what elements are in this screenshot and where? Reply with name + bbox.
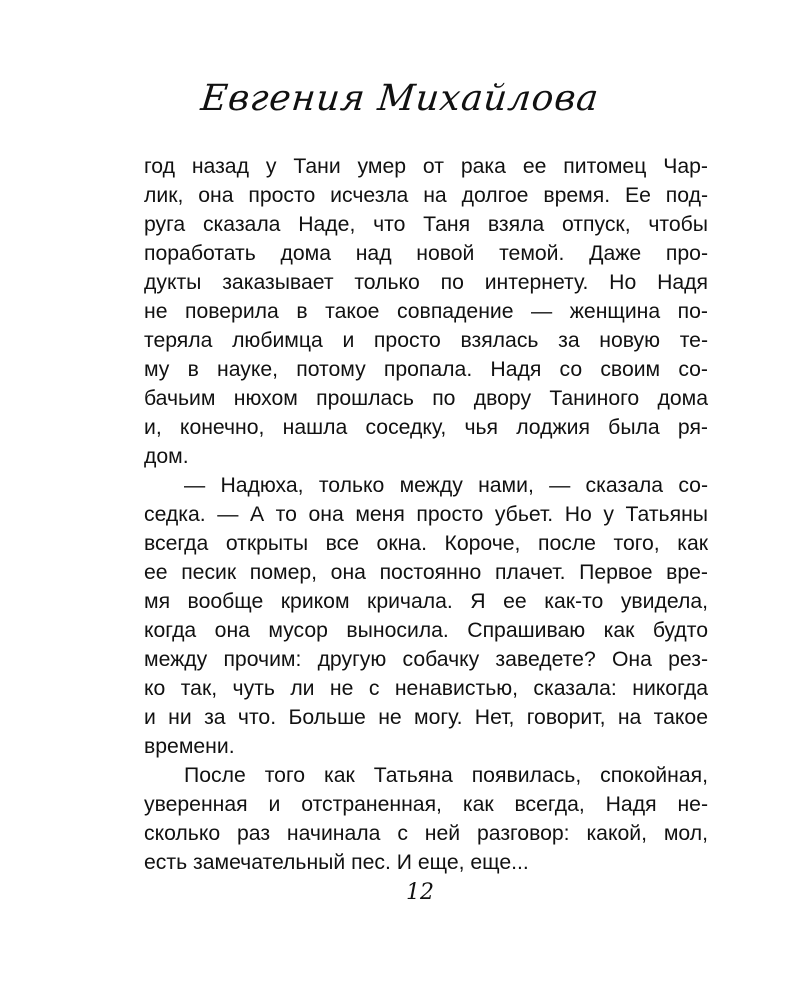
paragraph bbox=[144, 761, 708, 877]
paragraph bbox=[144, 152, 708, 471]
text-line: год назад у Тани умер от рака ее питомец Чар- bbox=[144, 155, 708, 178]
text-line: му в науке, потому пропала. Надя со своим со- bbox=[144, 358, 708, 381]
text-line: между прочим: другую собачку заведете? Она рез- bbox=[144, 648, 708, 671]
page-number: 12 bbox=[406, 880, 434, 905]
text-line: всегда открыты все окна. Короче, после того, как bbox=[144, 532, 708, 555]
text-line: ко так, чуть ли не с ненавистью, сказала: никогда bbox=[144, 677, 708, 700]
text-line: есть замечательный пес. И еще, еще... bbox=[144, 851, 529, 874]
body-text bbox=[144, 152, 708, 877]
text-line: лик, она просто исчезла на долгое время. Ее под- bbox=[144, 184, 708, 207]
paragraph bbox=[144, 471, 708, 761]
text-line: и, конечно, нашла соседку, чья лоджия была ря- bbox=[144, 416, 708, 439]
text-line: сколько раз начинала с ней разговор: какой, мол, bbox=[144, 822, 708, 845]
text-line: ее песик помер, она постоянно плачет. Первое вре- bbox=[144, 561, 708, 584]
text-line: мя вообще криком кричала. Я ее как-то увидела, bbox=[144, 590, 708, 613]
text-line: дом. bbox=[144, 445, 189, 468]
text-line: теряла любимца и просто взялась за новую те- bbox=[144, 329, 708, 352]
text-line: когда она мусор выносила. Спрашиваю как будто bbox=[144, 619, 708, 642]
running-header-author: Евгения Михайлова bbox=[198, 78, 602, 119]
text-line: уверенная и отстраненная, как всегда, Надя не- bbox=[144, 793, 708, 816]
text-line: времени. bbox=[144, 735, 235, 758]
text-line: седка. — А то она меня просто убьет. Но у Татьяны bbox=[144, 503, 708, 526]
text-line: и ни за что. Больше не могу. Нет, говорит, на такое bbox=[144, 706, 708, 729]
text-line: не поверила в такое совпадение — женщина по- bbox=[144, 300, 708, 323]
text-line: бачьим нюхом прошлась по двору Таниного дома bbox=[144, 387, 708, 410]
text-line: дукты заказывает только по интернету. Но Надя bbox=[144, 271, 708, 294]
text-line: После того как Татьяна появилась, спокойная, bbox=[184, 764, 708, 787]
text-line: руга сказала Наде, что Таня взяла отпуск, чтобы bbox=[144, 213, 708, 236]
text-line: — Надюха, только между нами, — сказала со- bbox=[184, 474, 708, 497]
text-line: поработать дома над новой темой. Даже про- bbox=[144, 242, 708, 265]
